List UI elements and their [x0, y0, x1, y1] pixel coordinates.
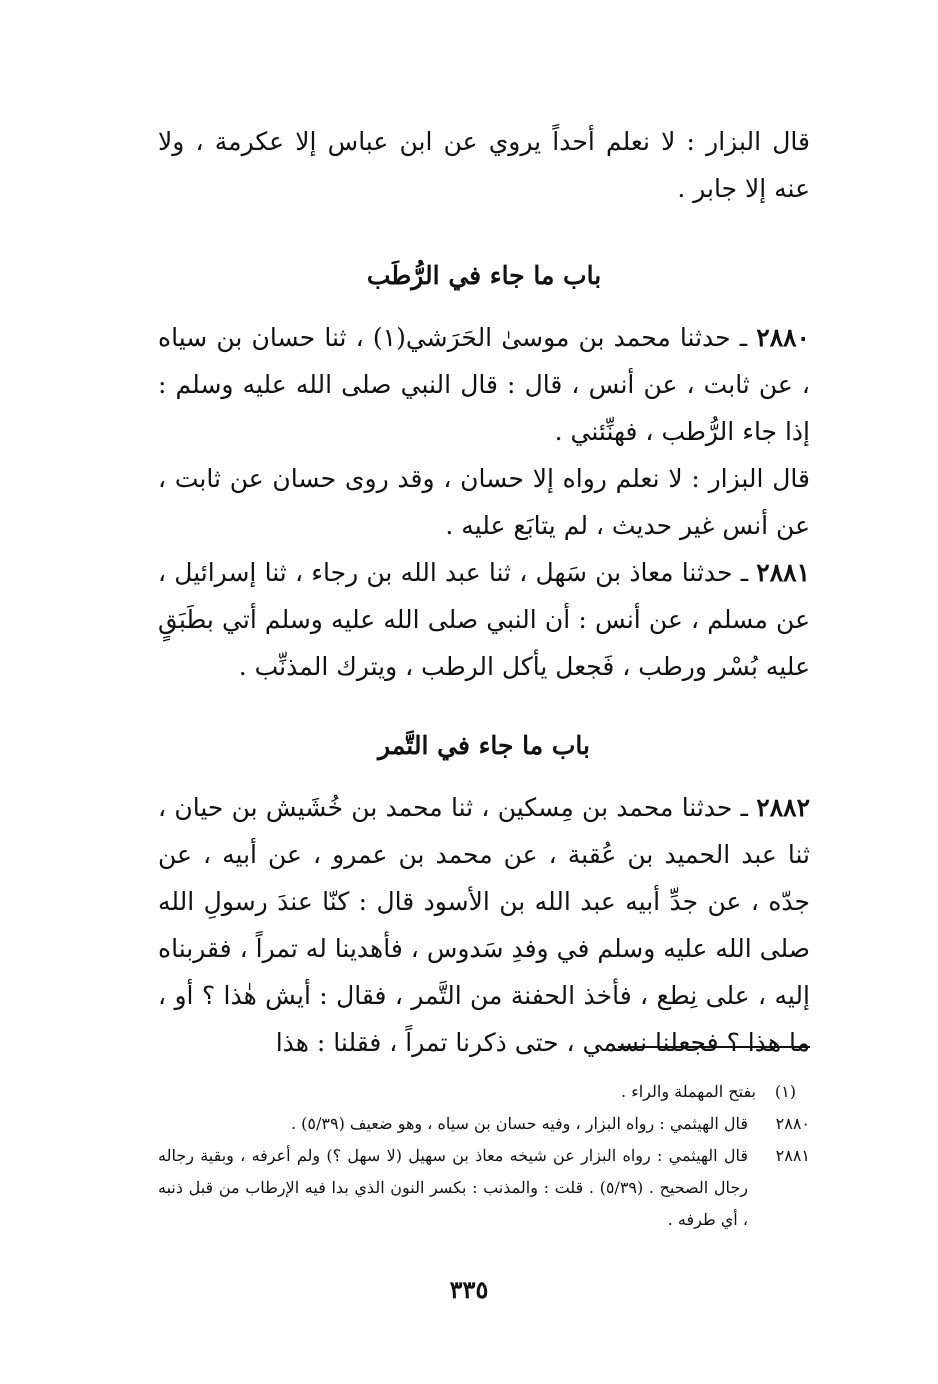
bazzar-comment-2880: قال البزار : لا نعلم رواه إلا حسان ، وقد روى حسان عن ثابت ، عن أنس غير حديث ، لم يتابَع عليه .	[158, 464, 810, 540]
page-number: ٣٣٥	[449, 1275, 489, 1304]
footnote-row	[158, 1108, 810, 1140]
footnote-divider	[618, 1046, 810, 1048]
footnote-row	[158, 1140, 810, 1236]
hadith-number: ٢٨٨١	[756, 558, 810, 587]
bazzar-comment-paragraph: قال البزار : لا نعلم أحداً يروي عن ابن عباس إلا عكرمة ، ولا عنه إلا جابر .	[158, 127, 810, 203]
hadith-2882	[158, 784, 810, 1066]
footnote-text: قال الهيثمي : رواه البزار عن شيخه معاذ بن سهيل (لا سهل ؟) ولم أعرفه ، وبقية رجاله رجال الصحيح . (٥/٣٩) . قلت : والمذنب : بكسر النون الذي بدا فيه الإرطاب من قبل ذنبه ، أي طرفه .	[158, 1146, 748, 1229]
hadith-number: ٢٨٨٢	[756, 793, 810, 822]
section-tamr-body	[158, 784, 810, 1066]
footnote-row	[158, 1076, 810, 1108]
hadith-text: ـ حدثنا محمد بن موسىٰ الحَرَشي(١) ، ثنا حسان بن سياه ، عن ثابت ، عن أنس ، قال : قال النبي صلى الله عليه وسلم : إذا جاء الرُّطب ، فهنِّئني .	[158, 323, 810, 446]
section-rutab-body	[158, 314, 810, 690]
footnotes-block	[158, 1076, 810, 1236]
hadith-text: ـ حدثنا معاذ بن سَهل ، ثنا عبد الله بن رجاء ، ثنا إسرائيل ، عن مسلم ، عن أنس : أن النبي صلى الله عليه وسلم أتي بطَبَقٍ عليه بُسْر ورطب ، فَجعل يأكل الرطب ، ويترك المذنِّب .	[158, 558, 810, 681]
section-heading-tamr: باب ما جاء في التَّمر	[378, 731, 590, 760]
footnote-label: (١)	[774, 1082, 796, 1101]
hadith-text: ـ حدثنا محمد بن مِسكين ، ثنا محمد بن خُشَيش بن حيان ، ثنا عبد الحميد بن عُقبة ، عن محمد بن عمرو ، عن أبيه ، عن جدّه ، عن جدِّ أبيه عبد الله بن الأسود قال : كنّا عندَ رسولِ الله صلى الله عليه وسلم في وفدِ سَدوس ، فأهدينا له تمراً ، فقربناه إليه ، على نِطع ، فأخذ الحفنة من التَّمر ، فقال : أيش هٰذا ؟ أو ، ما هذا ؟ فجعلنا نسمي ، حتى ذكرنا تمراً ، فقلنا : هذا	[158, 793, 810, 1057]
footnote-text: قال الهيثمي : رواه البزار ، وفيه حسان بن سياه ، وهو ضعيف (٥/٣٩) .	[290, 1114, 748, 1133]
intro-paragraph-block	[158, 118, 810, 212]
hadith-2881	[158, 549, 810, 690]
footnote-label: ٢٨٨٠	[775, 1114, 810, 1133]
hadith-2880	[158, 314, 810, 455]
section-heading-rutab: باب ما جاء في الرُّطَب	[366, 261, 602, 290]
hadith-number: ٢٨٨٠	[756, 323, 810, 352]
footnote-text: بفتح المهملة والراء .	[621, 1082, 756, 1101]
footnote-label: ٢٨٨١	[775, 1146, 810, 1165]
